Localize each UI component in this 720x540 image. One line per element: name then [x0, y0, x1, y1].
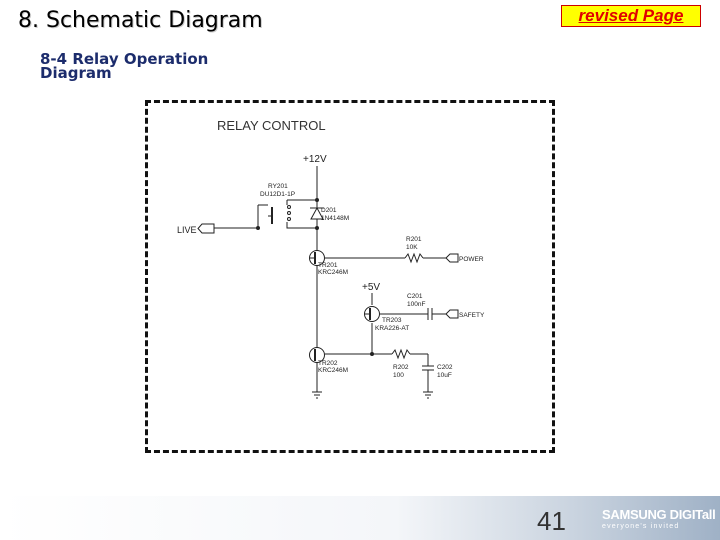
- capacitor-c202: [422, 366, 434, 370]
- tr203-ref: TR203: [382, 317, 402, 324]
- tr201-part: KRC246M: [318, 269, 348, 276]
- c202-ref: C202: [437, 364, 453, 371]
- r202-ref: R202: [393, 364, 409, 371]
- r201-val: 10K: [406, 244, 418, 251]
- r201-ref: R201: [406, 236, 422, 243]
- r202-val: 100: [393, 372, 404, 379]
- page-number: 41: [537, 506, 566, 536]
- diode-ref: D201: [321, 207, 337, 214]
- relay-ref: RY201: [268, 183, 288, 190]
- c201-ref: C201: [407, 293, 423, 300]
- diode-part: 1N4148M: [321, 215, 350, 222]
- live-connector: [198, 224, 214, 233]
- junction-dot: [256, 226, 260, 230]
- c201-val: 100nF: [407, 301, 426, 308]
- samsung-logo: [602, 507, 717, 537]
- resistor-r202: [392, 350, 410, 358]
- relay-symbol: [258, 200, 317, 228]
- schematic-heading: RELAY CONTROL: [217, 118, 326, 133]
- power-label: POWER: [459, 256, 484, 263]
- tr203-part: KRA226-AT: [375, 325, 410, 332]
- transistor-tr203: [365, 307, 380, 322]
- capacitor-c201: [428, 308, 432, 320]
- section-subtitle: 8-4 Relay Operation Diagram: [40, 50, 209, 82]
- ground-symbol: [423, 392, 433, 398]
- junction-dot: [370, 352, 374, 356]
- logo-main-text: SAMSUNG DIGITall: [602, 507, 716, 522]
- c202-val: 10uF: [437, 372, 452, 379]
- tr202-part: KRC246M: [318, 367, 348, 374]
- live-label: LIVE: [177, 225, 197, 235]
- safety-label: SAFETY: [459, 312, 485, 319]
- rail-5v-label: +5V: [362, 282, 381, 293]
- resistor-r201: [405, 254, 423, 262]
- relay-part: DU12D1-1P: [260, 191, 296, 198]
- page-title: 8. Schematic Diagram: [18, 8, 263, 33]
- logo-tagline: everyone's invited: [602, 523, 680, 530]
- tr201-ref: TR201: [318, 262, 338, 269]
- rail-12v-label: +12V: [303, 154, 327, 165]
- power-connector: [446, 254, 458, 262]
- tr202-ref: TR202: [318, 360, 338, 367]
- ground-symbol: [312, 392, 322, 398]
- junction-dot: [315, 226, 319, 230]
- revised-page-badge: revised Page: [561, 5, 701, 27]
- safety-connector: [446, 310, 458, 318]
